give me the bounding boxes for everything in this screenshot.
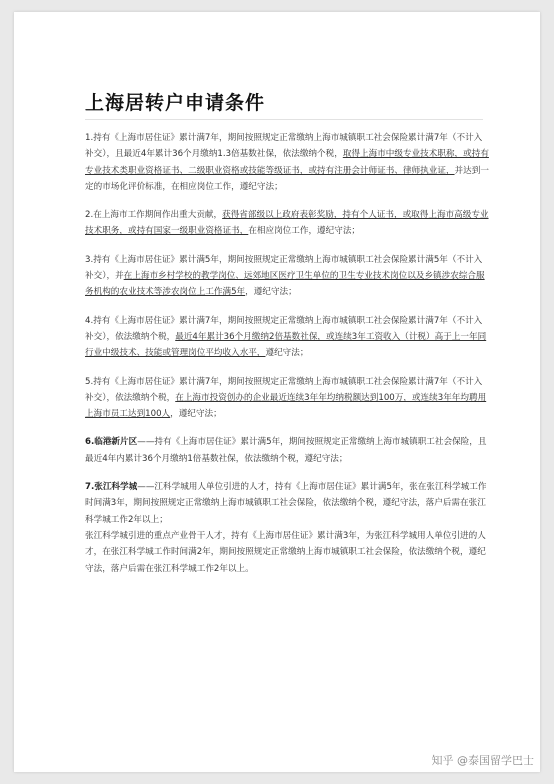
condition-3-tail: ，遵纪守法； — [245, 287, 297, 298]
condition-1-tail: 并达到一定的市场化评价标准，在相应岗位工作，遵纪守法； — [85, 165, 489, 192]
condition-3-underlined: 在上海市乡村学校的教学岗位、远郊地区医疗卫生单位的卫生专业技术岗位以及乡镇涉农综合服务机构的农业技术等涉农岗位上工作满5年 — [85, 271, 485, 298]
condition-7-second: 张江科学城引进的重点产业骨干人才，持有《上海市居住证》累计满3年，为张江科学城用人单位引进的人才，在张江科学城工作时间满2年，期间按照规定正常缴纳上海市城镇职工社会保险，依法缴纳个税，遵纪守法，落户后需在张江科学城工作2年以上。 — [85, 530, 486, 574]
condition-6-text: ——持有《上海市居住证》累计满5年，期间按照规定正常缴纳上海市城镇职工社会保险，且最近4年内累计36个月缴纳1倍基数社保，依法缴纳个税，遵纪守法； — [85, 437, 487, 464]
title-divider — [85, 119, 483, 120]
condition-2 — [85, 207, 489, 240]
document-body — [85, 130, 489, 589]
condition-5-underlined: 在上海市投资创办的企业最近连续3年年均纳税额达到100万，或连续3年年均聘用上海市员工达到100人 — [85, 392, 487, 420]
condition-2-text: 2.在上海市工作期间作出重大贡献， — [85, 210, 223, 221]
condition-4 — [85, 313, 489, 362]
condition-1 — [85, 130, 489, 195]
condition-2-underlined: 获得省部级以上政府表彰奖励，持有个人证书，或取得上海市高级专业技术职务，或持有国家一级职业资格证书， — [85, 210, 489, 237]
condition-5-text: 5.持有《上海市居住证》累计满7年，期间按照规定正常缴纳上海市城镇职工社会保险累计满7年（不计入补交），依法缴纳个税， — [85, 376, 483, 403]
condition-5-tail: ，遵纪守法； — [170, 409, 222, 420]
condition-3 — [85, 252, 489, 301]
condition-4-text: 4.持有《上海市居住证》累计满7年，期间按照规定正常缴纳上海市城镇职工社会保险累计满7年（不计入补交），依法缴纳个税， — [85, 315, 483, 342]
condition-7 — [85, 479, 489, 577]
condition-7-heading: 7.张江科学城 — [85, 482, 138, 493]
page-title: 上海居转户申请条件 — [85, 92, 266, 114]
condition-3-text: 3.持有《上海市居住证》累计满5年，期间按照规定正常缴纳上海市城镇职工社会保险累计满5年（不计入补交），并 — [85, 254, 483, 282]
condition-2-tail: 在相应岗位工作，遵纪守法； — [248, 226, 361, 237]
condition-5 — [85, 374, 489, 423]
document-page — [14, 12, 540, 772]
watermark: 知乎 @泰国留学巴士 — [431, 754, 534, 767]
condition-1-underlined: 取得上海市中级专业技术职称，或持有专业技术类职业资格证书、二级职业资格或技能等级证书，或持有注册会计师证书、律师执业证， — [85, 149, 489, 176]
condition-4-tail: 遵纪守法； — [265, 348, 309, 359]
condition-7-text: ——江科学城用人单位引进的人才，持有《上海市居住证》累计满5年，张在张江科学城工作时间满3年，期间按照规定正常缴纳上海市城镇职工社会保险，依法缴纳个税，遵纪守法，落户后需在张江科学城工作2年以上； — [85, 482, 487, 525]
condition-4-underlined: 最近4年累计36个月缴纳2倍基数社保，或连续3年工资收入（计税）高于上一年同行业中级技术、技能或管理岗位平均收入水平， — [85, 331, 487, 359]
condition-6 — [85, 434, 489, 467]
condition-6-heading: 6.临港新片区 — [85, 437, 138, 448]
condition-1-text: 1.持有《上海市居住证》累计满7年，期间按照规定正常缴纳上海市城镇职工社会保险累计满7年（不计入补交），且最近4年累计36个月缴纳1.3倍基数社保，依法缴纳个税， — [85, 133, 483, 160]
